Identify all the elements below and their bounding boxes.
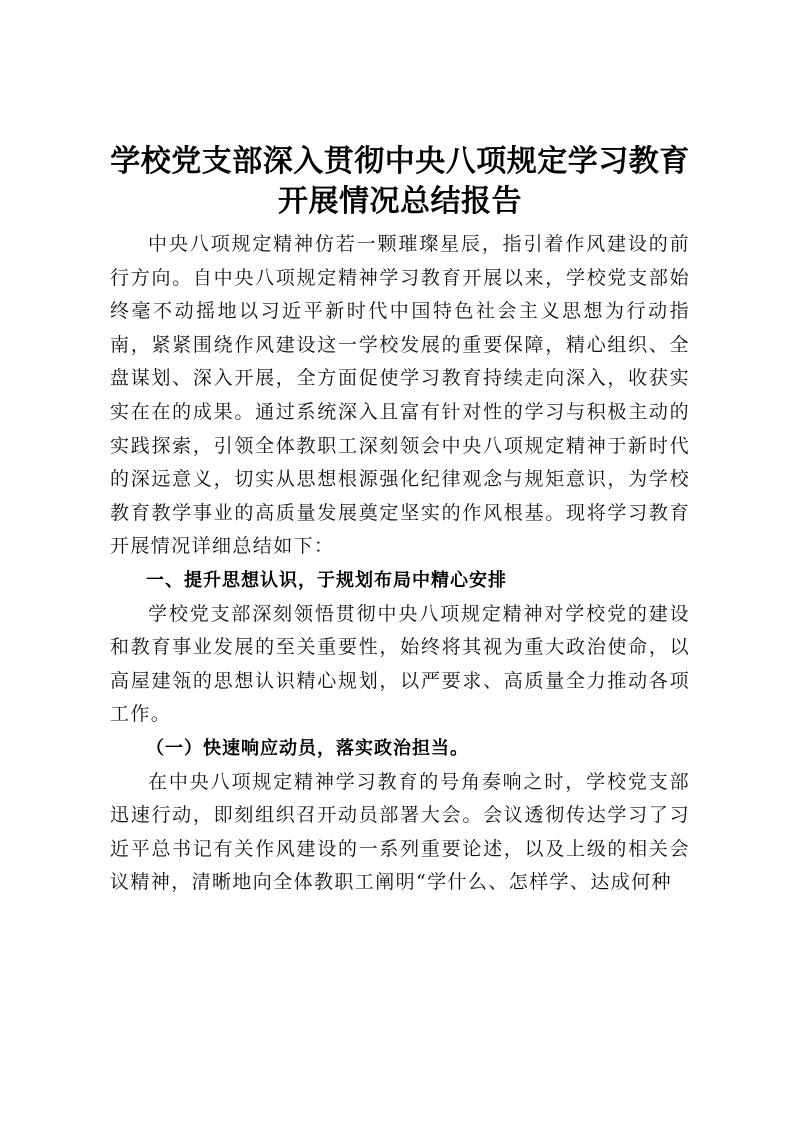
subsection-1-heading: （一）快速响应动员，落实政治担当。 xyxy=(146,737,469,759)
section-1-paragraph: 学校党支部深刻领悟贯彻中央八项规定精神对学校党的建设和教育事业发展的至关重要性，始终将其视为重大政治使命，以高屋建瓴的思想认识精心规划，以严要求、高质量全力推动各项工作。 xyxy=(110,602,690,726)
intro-paragraph: 中央八项规定精神仿若一颗璀璨星辰，指引着作风建设的前行方向。自中央八项规定精神学习教育开展以来，学校党支部始终毫不动摇地以习近平新时代中国特色社会主义思想为行动指南，紧紧围绕作风建设这一学校发展的重要保障，精心组织、全盘谋划、深入开展，全方面促使学习教育持续走向深入，收获实实在在的成果。通过系统深入且富有针对性的学习与积极主动的实践探索，引领全体教职工深刻领会中央八项规定精神于新时代的深远意义，切实从思想根源强化纪律观念与规矩意识，为学校教育教学事业的高质量发展奠定坚实的作风根基。现将学习教育开展情况详细总结如下： xyxy=(110,233,690,558)
section-1-heading: 一、提升思想认识，于规划布局中精心安排 xyxy=(146,569,507,591)
document-title: 学校党支部深入贯彻中央八项规定学习教育开展情况总结报告 xyxy=(110,144,690,219)
document-body xyxy=(110,142,690,900)
subsection-1-paragraph: 在中央八项规定精神学习教育的号角奏响之时，学校党支部迅速行动，即刻组织召开动员部署大会。会议透彻传达学习了习近平总书记有关作风建设的一系列重要论述，以及上级的相关会议精神，清晰地向全体教职工阐明“学什么、怎样学、达成何种 xyxy=(110,770,690,894)
